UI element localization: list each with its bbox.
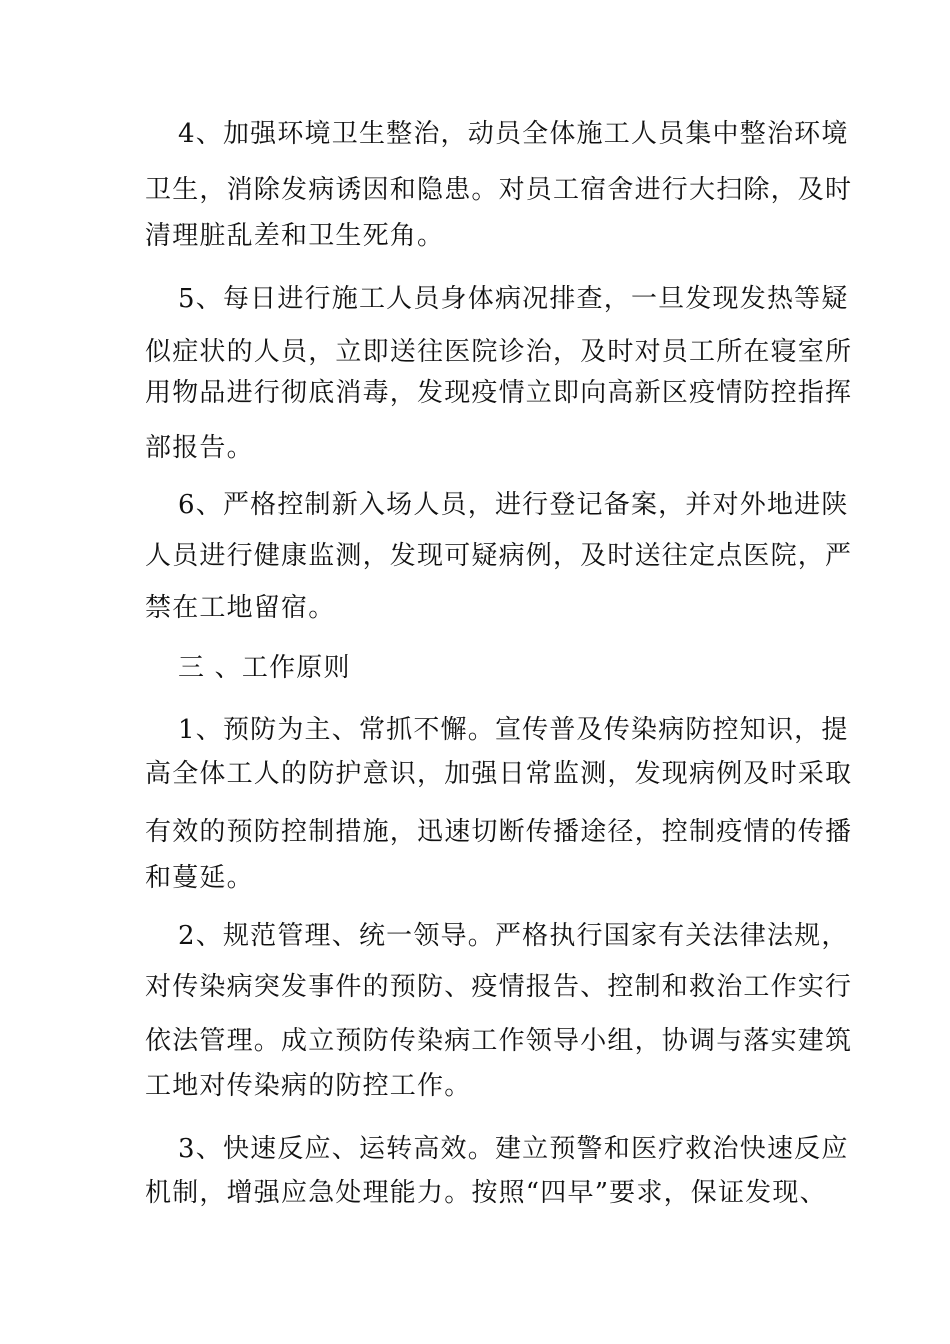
paragraph-6-line-3: 禁在工地留宿。 (145, 593, 336, 623)
principle-1-line-2: 高全体工人的防护意识，加强日常监测，发现病例及时采取 (145, 759, 853, 789)
paragraph-6-line-2: 人员进行健康监测，发现可疑病例，及时送往定点医院，严 (145, 541, 853, 571)
principle-1-line-1: 1、预防为主、常抓不懈。宣传普及传染病防控知识，提 (178, 715, 849, 745)
paragraph-6-line-1: 6、严格控制新入场人员，进行登记备案，并对外地进陕 (178, 490, 849, 520)
principle-1-line-4: 和蔓延。 (145, 863, 254, 893)
principle-2-line-2: 对传染病突发事件的预防、疫情报告、控制和救治工作实行 (145, 972, 853, 1002)
principle-1-line-3: 有效的预防控制措施，迅速切断传播途径，控制疫情的传播 (145, 817, 853, 847)
paragraph-4-line-3: 清理脏乱差和卫生死角。 (145, 221, 445, 251)
paragraph-4-line-2: 卫生，消除发病诱因和隐患。对员工宿舍进行大扫除，及时 (145, 175, 853, 205)
section-heading-3: 三 、工作原则 (178, 653, 351, 683)
principle-2-line-4: 工地对传染病的防控工作。 (145, 1071, 472, 1101)
principle-3-line-2: 机制，增强应急处理能力。按照“四早”要求，保证发现、 (145, 1178, 827, 1208)
paragraph-5-line-3: 用物品进行彻底消毒，发现疫情立即向高新区疫情防控指挥 (145, 378, 853, 408)
principle-2-line-3: 依法管理。成立预防传染病工作领导小组，协调与落实建筑 (145, 1026, 853, 1056)
principle-2-line-1: 2、规范管理、统一领导。严格执行国家有关法律法规， (178, 921, 849, 951)
principle-3-line-1: 3、快速反应、运转高效。建立预警和医疗救治快速反应 (178, 1134, 849, 1164)
paragraph-5-line-2: 似症状的人员，立即送往医院诊治，及时对员工所在寝室所 (145, 337, 853, 367)
paragraph-5-line-1: 5、每日进行施工人员身体病况排查，一旦发现发热等疑 (178, 284, 849, 314)
paragraph-5-line-4: 部报告。 (145, 433, 254, 463)
paragraph-4-line-1: 4、加强环境卫生整治，动员全体施工人员集中整治环境 (178, 119, 849, 149)
